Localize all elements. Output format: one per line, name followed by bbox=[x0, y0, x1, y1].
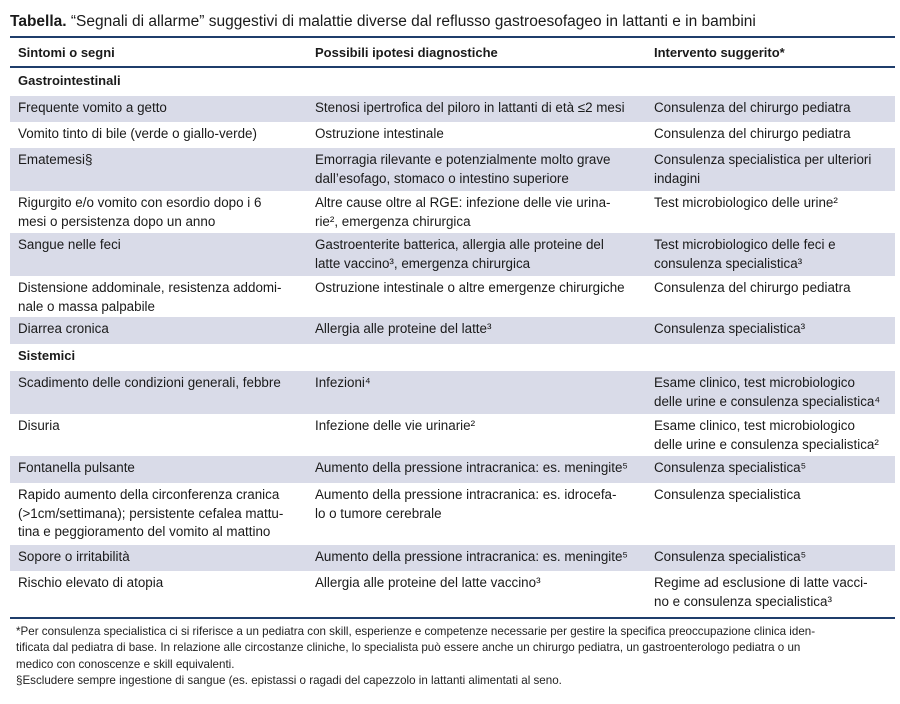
intervention-cell bbox=[654, 417, 894, 454]
cell-line: Ematemesi§ bbox=[18, 152, 93, 167]
cell-line: Infezione delle vie urinarie² bbox=[315, 418, 476, 433]
footnote-line: §Escludere sempre ingestione di sangue (es. epistassi o ragadi del capezzolo in lattanti alimentati al seno. bbox=[16, 673, 562, 687]
cell-line: Consulenza specialistica⁵ bbox=[654, 549, 807, 564]
cell-line: Esame clinico, test microbiologico bbox=[654, 418, 855, 433]
diagnosis-cell bbox=[315, 417, 650, 436]
symptom-cell bbox=[18, 459, 308, 478]
diagnosis-cell bbox=[315, 459, 650, 478]
cell-line: Vomito tinto di bile (verde o giallo-verde) bbox=[18, 126, 257, 141]
cell-line: Gastroenterite batterica, allergia alle proteine del bbox=[315, 237, 604, 252]
table-row bbox=[10, 483, 895, 545]
cell-line: Allergia alle proteine del latte vaccino³ bbox=[315, 575, 541, 590]
cell-line: Consulenza specialistica bbox=[654, 487, 801, 502]
intervention-cell bbox=[654, 320, 894, 339]
diagnosis-cell bbox=[315, 486, 650, 523]
cell-line: Gastrointestinali bbox=[18, 73, 121, 88]
cell-line: Disuria bbox=[18, 418, 60, 433]
table-row bbox=[10, 122, 895, 148]
symptom-cell bbox=[18, 236, 308, 255]
cell-line: Consulenza del chirurgo pediatra bbox=[654, 126, 851, 141]
symptom-cell bbox=[18, 72, 308, 91]
cell-line: rie², emergenza chirurgica bbox=[315, 213, 471, 229]
cell-line: Infezioni⁴ bbox=[315, 375, 371, 390]
cell-line: Aumento della pressione intracranica: es. meningite⁵ bbox=[315, 460, 628, 475]
cell-line: Aumento della pressione intracranica: es. meningite⁵ bbox=[315, 549, 628, 564]
intervention-cell bbox=[654, 194, 894, 213]
cell-line: Fontanella pulsante bbox=[18, 460, 135, 475]
cell-line: delle urine e consulenza specialistica² bbox=[654, 436, 879, 452]
cell-line: mesi o persistenza dopo un anno bbox=[18, 213, 216, 229]
cell-line: Allergia alle proteine del latte³ bbox=[315, 321, 492, 336]
intervention-cell bbox=[654, 486, 894, 505]
symptom-cell bbox=[18, 548, 308, 567]
diagnosis-cell bbox=[315, 99, 650, 118]
intervention-cell bbox=[654, 279, 894, 298]
table-row bbox=[10, 96, 895, 122]
cell-line: Esame clinico, test microbiologico bbox=[654, 375, 855, 390]
cell-line: Stenosi ipertrofica del piloro in lattanti di età ≤2 mesi bbox=[315, 100, 625, 115]
cell-line: Ostruzione intestinale bbox=[315, 126, 444, 141]
table-row bbox=[10, 276, 895, 317]
bottom-rule bbox=[10, 617, 895, 619]
header-rule bbox=[10, 66, 895, 68]
table-header bbox=[10, 39, 895, 66]
section-heading bbox=[10, 344, 895, 371]
table-title bbox=[10, 12, 890, 32]
table-row bbox=[10, 317, 895, 344]
intervention-cell bbox=[654, 459, 894, 478]
header-diagnoses: Possibili ipotesi diagnostiche bbox=[315, 45, 498, 60]
cell-line: Sangue nelle feci bbox=[18, 237, 121, 252]
table-row bbox=[10, 545, 895, 571]
top-rule bbox=[10, 36, 895, 38]
symptom-cell bbox=[18, 347, 308, 366]
table-row bbox=[10, 233, 895, 276]
diagnosis-cell bbox=[315, 151, 650, 188]
intervention-cell bbox=[654, 125, 894, 144]
cell-line: Test microbiologico delle feci e bbox=[654, 237, 836, 252]
diagnosis-cell bbox=[315, 374, 650, 393]
cell-line: Consulenza specialistica³ bbox=[654, 321, 806, 336]
symptom-cell bbox=[18, 279, 308, 316]
symptom-cell bbox=[18, 151, 308, 170]
symptom-cell bbox=[18, 374, 308, 393]
cell-line: Ostruzione intestinale o altre emergenze chirurgiche bbox=[315, 280, 625, 295]
intervention-cell bbox=[654, 574, 894, 611]
footnotes bbox=[16, 624, 886, 689]
table-row bbox=[10, 571, 895, 618]
footnote-line: medico con conoscenze e skill equivalenti. bbox=[16, 657, 235, 671]
cell-line: Test microbiologico delle urine² bbox=[654, 195, 838, 210]
cell-line: Rischio elevato di atopia bbox=[18, 575, 164, 590]
cell-line: Consulenza specialistica per ulteriori bbox=[654, 152, 872, 167]
diagnosis-cell bbox=[315, 279, 650, 298]
intervention-cell bbox=[654, 236, 894, 273]
cell-line: Diarrea cronica bbox=[18, 321, 109, 336]
cell-line: consulenza specialistica³ bbox=[654, 255, 803, 271]
symptom-cell bbox=[18, 417, 308, 436]
intervention-cell bbox=[654, 548, 894, 567]
cell-line: Consulenza del chirurgo pediatra bbox=[654, 100, 851, 115]
cell-line: Sopore o irritabilità bbox=[18, 549, 130, 564]
cell-line: Aumento della pressione intracranica: es. idrocefa- bbox=[315, 487, 617, 502]
diagnosis-cell bbox=[315, 574, 650, 593]
cell-line: Altre cause oltre al RGE: infezione delle vie urina- bbox=[315, 195, 611, 210]
cell-line: lo o tumore cerebrale bbox=[315, 505, 442, 521]
diagnosis-cell bbox=[315, 236, 650, 273]
cell-line: nale o massa palpabile bbox=[18, 298, 155, 314]
symptom-cell bbox=[18, 99, 308, 118]
cell-line: tina e peggioramento del vomito al mattino bbox=[18, 524, 271, 539]
cell-line: dall’esofago, stomaco o intestino superiore bbox=[315, 170, 569, 186]
diagnosis-cell bbox=[315, 548, 650, 567]
symptom-cell bbox=[18, 125, 308, 144]
cell-line: Distensione addominale, resistenza addomi- bbox=[18, 280, 282, 295]
table-title-label: Tabella. bbox=[10, 13, 67, 30]
header-intervention: Intervento suggerito* bbox=[654, 45, 785, 60]
cell-line: Frequente vomito a getto bbox=[18, 100, 167, 115]
symptom-cell bbox=[18, 486, 308, 542]
diagnosis-cell bbox=[315, 125, 650, 144]
cell-line: delle urine e consulenza specialistica⁴ bbox=[654, 393, 881, 409]
cell-line: (>1cm/settimana); persistente cefalea mattu- bbox=[18, 505, 284, 521]
symptom-cell bbox=[18, 320, 308, 339]
cell-line: Regime ad esclusione di latte vacci- bbox=[654, 575, 868, 590]
intervention-cell bbox=[654, 374, 894, 411]
table-body bbox=[10, 69, 895, 618]
diagnosis-cell bbox=[315, 194, 650, 231]
intervention-cell bbox=[654, 99, 894, 118]
intervention-cell bbox=[654, 151, 894, 188]
symptom-cell bbox=[18, 574, 308, 593]
symptom-cell bbox=[18, 194, 308, 231]
cell-line: indagini bbox=[654, 170, 701, 186]
cell-line: Rapido aumento della circonferenza cranica bbox=[18, 487, 280, 502]
header-symptoms: Sintomi o segni bbox=[18, 45, 115, 60]
cell-line: latte vaccino³, emergenza chirurgica bbox=[315, 255, 531, 271]
section-heading bbox=[10, 69, 895, 96]
cell-line: Consulenza specialistica⁵ bbox=[654, 460, 807, 475]
table-row bbox=[10, 191, 895, 233]
cell-line: Rigurgito e/o vomito con esordio dopo i 6 bbox=[18, 195, 262, 210]
table-row bbox=[10, 371, 895, 414]
table-row bbox=[10, 414, 895, 456]
footnote-line: tificata dal pediatra di base. In relazione alle circostanze cliniche, lo specialista può essere anche un chirurgo pediatra, un gastroenterologo pediatra o un bbox=[16, 641, 801, 655]
footnote-line: *Per consulenza specialistica ci si riferisce a un pediatra con skill, esperienze e competenze necessarie per gestire la specifica preoccupazione clinica iden- bbox=[16, 625, 816, 638]
cell-line: Emorragia rilevante e potenzialmente molto grave bbox=[315, 152, 611, 167]
cell-line: Consulenza del chirurgo pediatra bbox=[654, 280, 851, 295]
cell-line: Scadimento delle condizioni generali, febbre bbox=[18, 375, 281, 390]
cell-line: no e consulenza specialistica³ bbox=[654, 593, 832, 609]
diagnosis-cell bbox=[315, 320, 650, 339]
cell-line: Sistemici bbox=[18, 348, 76, 363]
table-row bbox=[10, 456, 895, 483]
table-row bbox=[10, 148, 895, 191]
table-title-text: “Segnali di allarme” suggestivi di malattie diverse dal reflusso gastroesofageo in lattanti e in bambini bbox=[66, 13, 756, 30]
